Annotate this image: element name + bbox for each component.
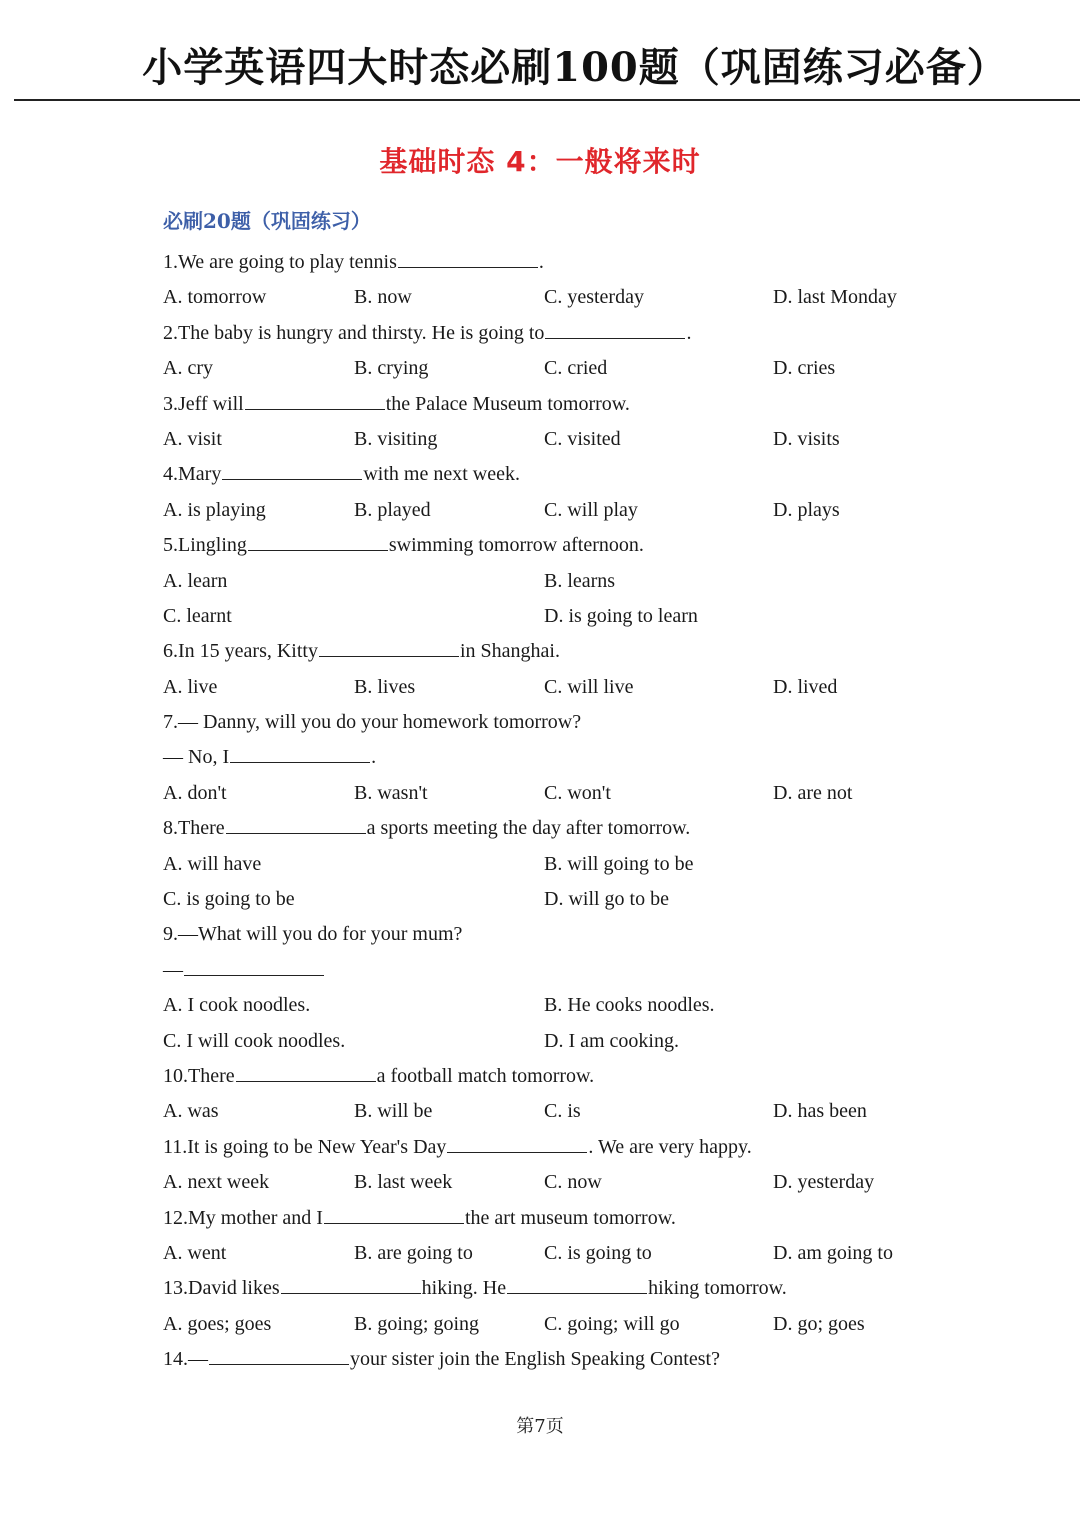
option-d[interactable]: D. lived [773,675,838,698]
question-13-stem: 13.David likes hiking. He hiking tomorrow. [163,1277,787,1300]
question-11-options [163,1165,1043,1200]
option-c[interactable]: C. will live [544,675,634,698]
answer-blank[interactable] [447,1151,587,1153]
answer-blank[interactable] [545,337,685,339]
option-c[interactable]: C. cried [544,357,608,380]
question-4-options [163,493,1043,528]
answer-blank[interactable] [222,478,362,480]
option-b[interactable]: B. He cooks noodles. [544,994,715,1017]
option-a[interactable]: A. cry [163,357,213,380]
option-b[interactable]: B. now [354,286,412,309]
answer-blank[interactable] [324,1222,464,1224]
question-14-stem: 14.— your sister join the English Speaking Contest? [163,1348,720,1371]
question-list [163,245,1043,1378]
option-d[interactable]: D. go; goes [773,1312,865,1335]
question-9-reply: — [163,953,1043,988]
answer-blank[interactable] [226,832,366,834]
answer-blank[interactable] [209,1363,349,1365]
option-d[interactable]: D. cries [773,357,836,380]
answer-blank[interactable] [319,655,459,657]
question-1-stem: 1.We are going to play tennis . [163,251,544,273]
question-5-options-row1 [163,564,1043,599]
question-9-stem: 9.—What will you do for your mum? [163,923,463,946]
option-b[interactable]: B. wasn't [354,781,428,804]
option-b[interactable]: B. will going to be [544,852,694,875]
question-5-options-row2 [163,599,1043,634]
option-b[interactable]: B. going; going [354,1312,480,1335]
option-a[interactable]: A. went [163,1241,227,1264]
option-b[interactable]: B. will be [354,1100,433,1123]
option-d[interactable]: D. is going to learn [544,604,698,627]
option-c[interactable]: C. I will cook noodles. [163,1029,346,1052]
question-7-options [163,776,1043,811]
exercise-subheading: 必刷20题（巩固练习） [163,209,371,233]
answer-blank[interactable] [398,266,538,268]
option-b[interactable]: B. are going to [354,1241,473,1264]
question-12-stem: 12.My mother and I the art museum tomorrow. [163,1206,676,1229]
option-d[interactable]: D. visits [773,427,840,450]
question-8-stem: 8.There a sports meeting the day after tomorrow. [163,817,691,840]
answer-blank[interactable] [184,974,324,976]
question-10-options [163,1094,1043,1129]
option-a[interactable]: A. was [163,1100,219,1123]
option-d[interactable]: D. plays [773,498,840,521]
answer-blank[interactable] [245,408,385,410]
option-d[interactable]: D. last Monday [773,286,897,309]
answer-blank[interactable] [248,549,388,551]
option-b[interactable]: B. visiting [354,427,438,450]
question-5-stem: 5.Lingling swimming tomorrow afternoon. [163,534,644,557]
option-b[interactable]: B. lives [354,675,416,698]
option-d[interactable]: D. are not [773,781,853,804]
option-a[interactable]: A. don't [163,781,227,804]
option-a[interactable]: A. live [163,675,218,698]
question-7-reply: — No, I . [163,746,377,769]
option-c[interactable]: C. learnt [163,604,232,627]
question-6-options [163,670,1043,705]
option-b[interactable]: B. last week [354,1171,453,1194]
option-d[interactable]: D. has been [773,1100,867,1123]
question-9-options-row1 [163,988,1043,1023]
option-c[interactable]: C. yesterday [544,286,644,309]
question-12-options [163,1236,1043,1271]
question-3-stem: 3.Jeff will the Palace Museum tomorrow. [163,392,630,415]
option-b[interactable]: B. learns [544,569,616,592]
option-c[interactable]: C. is going to [544,1241,652,1264]
answer-blank[interactable] [507,1292,647,1294]
option-b[interactable]: B. crying [354,357,429,380]
question-8-options-row1 [163,847,1043,882]
page-number: 第7页 [516,1416,564,1437]
option-a[interactable]: A. visit [163,427,222,450]
question-9-options-row2 [163,1024,1043,1059]
answer-blank[interactable] [236,1080,376,1082]
question-6-stem: 6.In 15 years, Kitty in Shanghai. [163,640,560,663]
option-a[interactable]: A. learn [163,569,228,592]
option-c[interactable]: C. is going to be [163,888,295,911]
answer-blank[interactable] [230,761,370,763]
option-c[interactable]: C. going; will go [544,1312,680,1335]
option-c[interactable]: C. won't [544,781,611,804]
question-2-options [163,351,1043,386]
question-10-stem: 10.There a football match tomorrow. [163,1064,595,1087]
option-d[interactable]: D. yesterday [773,1171,875,1194]
option-d[interactable]: D. am going to [773,1241,893,1264]
option-a[interactable]: A. is playing [163,498,266,521]
option-d[interactable]: D. will go to be [544,888,669,911]
option-d[interactable]: D. I am cooking. [544,1029,679,1052]
option-a[interactable]: A. will have [163,852,262,875]
question-7-stem: 7.— Danny, will you do your homework tomorrow? [163,711,582,734]
question-3-options [163,422,1043,457]
option-a[interactable]: A. I cook noodles. [163,994,311,1017]
question-2-stem: 2.The baby is hungry and thirsty. He is going to . [163,321,692,344]
question-1-options [163,280,1043,315]
section-title: 基础时态 4：一般将来时 [379,145,701,178]
title-divider [14,99,1080,101]
option-c[interactable]: C. will play [544,498,638,521]
option-c[interactable]: C. now [544,1171,602,1194]
question-4-stem: 4.Mary with me next week. [163,463,520,486]
option-c[interactable]: C. is [544,1100,581,1123]
option-a[interactable]: A. next week [163,1171,270,1194]
option-a[interactable]: A. tomorrow [163,286,267,309]
option-b[interactable]: B. played [354,498,431,521]
question-11-stem: 11.It is going to be New Year's Day . We are very happy. [163,1135,752,1158]
question-13-options [163,1307,1043,1342]
question-8-options-row2 [163,882,1043,917]
option-a[interactable]: A. goes; goes [163,1312,272,1335]
answer-blank[interactable] [281,1292,421,1294]
option-c[interactable]: C. visited [544,427,621,450]
document-title: 小学英语四大时态必刷100题（巩固练习必备） [142,44,1008,91]
